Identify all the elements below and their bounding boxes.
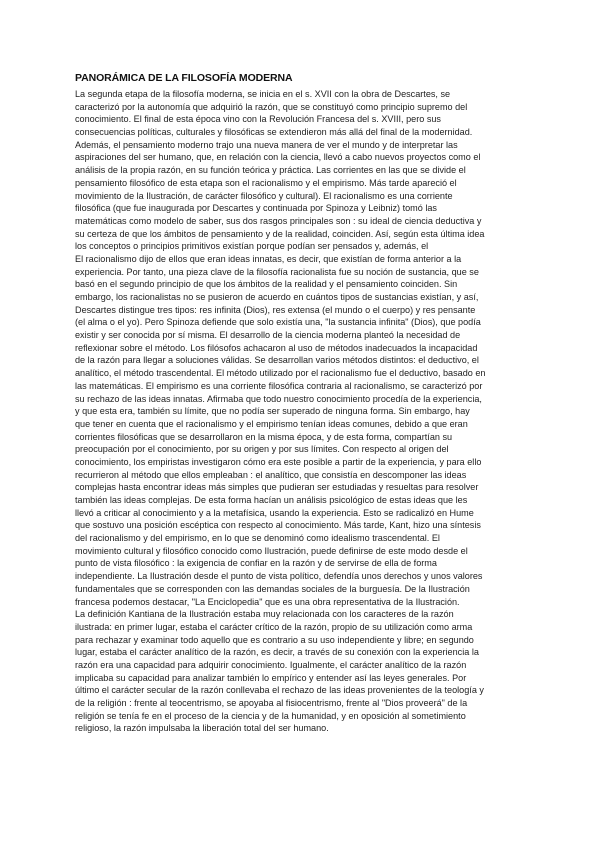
document-title: PANORÁMICA DE LA FILOSOFÍA MODERNA	[75, 72, 293, 84]
body-text-line: religioso, la razón impulsaba la liberación total del ser humano.	[75, 723, 329, 734]
body-text-line: los conceptos o principios primitivos existían porque podían ser pensados y, además, el	[75, 241, 429, 252]
body-text-line: su rechazo de las ideas innatas. Afirmaba que todo nuestro conocimiento procedía de la experiencia,	[75, 393, 482, 404]
body-text-line: las matemáticas. El empirismo es una corriente filosófica contraria al racionalismo, se caracterizó por	[75, 380, 483, 391]
body-text-line: conocimiento, los empiristas investigaron cómo era este posible a partir de la experiencia, y para ello	[75, 456, 482, 467]
body-text-line: analítico, el método trascendental. El método utilizado por el racionalismo fue el deductivo, basado en	[75, 368, 486, 379]
body-text-line: recurrieron al método que ellos empleaban : el analítico, que consistía en descomponer las ideas	[75, 469, 467, 480]
body-text-line: que tener en cuenta que el racionalismo y el empirismo tenían ideas comunes, debido a que eran	[75, 418, 468, 429]
body-text-line: complejas hasta encontrar ideas más simples que pudieran ser estudiadas y resueltas para resolver	[75, 482, 479, 493]
body-text-line: embargo, los racionalistas no se pusieron de acuerdo en cuántos tipos de sustancias existían, y así,	[75, 292, 479, 302]
body-text-line: del racionalismo y del empirismo, en lo que se denominó como idealismo trascendental. El	[75, 533, 440, 544]
body-text-line: y que esta era, también su límite, que no podía ser superado de ninguna forma. Sin embargo, hay	[75, 406, 470, 417]
body-text-line: francesa podemos destacar, "La Enciclopedia" que es una obra representativa de la Ilustración.	[75, 596, 460, 607]
body-text-line: caracterizó por la autonomía que adquirió la razón, que se constituyó como principio supremo del	[75, 101, 468, 112]
body-text-line: (el alma o el yo). Pero Spinoza defiende que solo existía una, "la sustancia infinita" (Dios), que podía	[75, 317, 481, 328]
body-text-line: su certeza de que los ámbitos de pensamiento y de la realidad, coinciden. Así, según esta última idea	[75, 228, 485, 239]
body-text-line: movimiento de la Ilustración, de carácter filosófico y cultural). El racionalismo es una corriente	[75, 190, 453, 201]
body-text-line: consecuencias políticas, culturales y filosóficas se extendieron más allá del final de la modernidad.	[75, 127, 473, 138]
body-text-line: pensamiento filosófico de esta etapa son el racionalismo y el empirismo. Más tarde apareció el	[75, 177, 457, 188]
body-text-line: matemáticas como modelo de saber, sus dos rasgos principales son : su ideal de ciencia deductiva y	[75, 215, 482, 226]
body-text-line: aspiraciones del ser humano, que, en relación con la ciencia, llevó a cabo nuevos proyectos como el	[75, 152, 481, 163]
body-text-line: razón era una capacidad para adquirir conocimiento. Igualmente, el carácter analítico de la razón	[75, 659, 467, 670]
body-text-line: El racionalismo dijo de ellos que eran ideas innatas, es decir, que existían de forma anterior a la	[75, 253, 462, 264]
body-text-line: que sostuvo una posición escéptica con respecto al conocimiento. Más tarde, Kant, hizo una síntesis	[75, 520, 481, 531]
body-text-line: experiencia. Por tanto, una pieza clave de la filosofía racionalista fue su noción de sustancia, que se	[75, 266, 479, 277]
body-text-line: La definición Kantiana de la Ilustración estaba muy relacionada con los caracteres de la razón	[75, 609, 454, 620]
body-text-line: análisis de la propia razón, en su función teórica y práctica. Las corrientes en las que se divide el	[75, 165, 466, 176]
body-text-line: de la religión : frente al teocentrismo, se apoyaba al fisiocentrismo, frente al "Dios proveerá" de la	[75, 698, 468, 708]
body-text-line: lugar, estaba el carácter analítico de la razón, es decir, a través de su conexión con la experiencia la	[75, 647, 479, 658]
body-text-line: independiente. La Ilustración desde el punto de vista político, defendía unos derechos y unos valores	[75, 571, 483, 582]
body-text-line: corrientes filosóficas que se desarrollaron en la misma época, y de esta forma, compartían su	[75, 431, 453, 442]
body-text-line: de la razón para llegar a soluciones válidas. Se desarrollan varios métodos distintos: el deductivo, el	[75, 355, 479, 366]
body-text-line: religión se tenía fe en el proceso de la ciencia y de la humanidad, y en oposición al sometimiento	[75, 710, 466, 721]
body-text-line: movimiento cultural y filosófico conocido como Ilustración, puede definirse de este modo desde el	[75, 545, 468, 556]
body-text-line: punto de vista filosófico : la exigencia de confiar en la razón y de servirse de ella de forma	[75, 558, 437, 569]
body-text-line: Además, el pensamiento moderno trajo una nueva manera de ver el mundo y de interpretar las	[75, 139, 458, 150]
body-text-line: fundamentales que se corresponden con las demandas sociales de la burguesía. De la Ilustración	[75, 583, 470, 594]
body-text-line: La segunda etapa de la filosofía moderna, se inicia en el s. XVII con la obra de Descartes, se	[75, 89, 451, 99]
body-text-line: implicaba su capacidad para analizar también lo empírico y entender así las leyes generales. Por	[75, 672, 467, 683]
body-text-line: llevó a criticar al conocimiento y a la metafísica, usando la experiencia. Esto se radicalizó en Hume	[75, 507, 474, 518]
body-text-line: también las ideas complejas. De esta forma hacían un análisis psicológico de estas ideas que les	[75, 495, 468, 505]
body-text-line: basó en el segundo principio de que los ámbitos de la realidad y el pensamiento coinciden. Sin	[75, 279, 458, 290]
body-text-line: para rechazar y examinar todo aquello que es contrario a su uso independiente y libre; en segundo	[75, 634, 474, 645]
body-text-line: Descartes distingue tres tipos: res infinita (Dios), res extensa (el mundo o el cuerpo) y res pensante	[75, 304, 476, 315]
body-text-line: ilustrada: en primer lugar, estaba el carácter crítico de la razón, propio de su utilización como arma	[75, 621, 473, 632]
body-text-line: conocimiento. El final de esta época vino con la Revolución Francesa del s. XVIII, pero sus	[75, 114, 441, 125]
document-body	[75, 88, 535, 735]
body-text-line: último el carácter secular de la razón conllevaba el rechazo de las ideas provenientes de la teología y	[75, 685, 484, 696]
body-text-line: existir y ser conocida por sí misma. El desarrollo de la ciencia moderna planteó la necesidad de	[75, 330, 461, 341]
body-text-line: preocupación por el conocimiento, por su origen y por sus límites. Con respecto al origen del	[75, 444, 449, 455]
body-text-line: reflexionar sobre el método. Los filósofos achacaron al uso de métodos inadecuados la incapacidad	[75, 342, 478, 353]
body-text-line: filosófica (que fue inaugurada por Descartes y continuada por Spinoza y Leibniz) tomó las	[75, 203, 437, 214]
